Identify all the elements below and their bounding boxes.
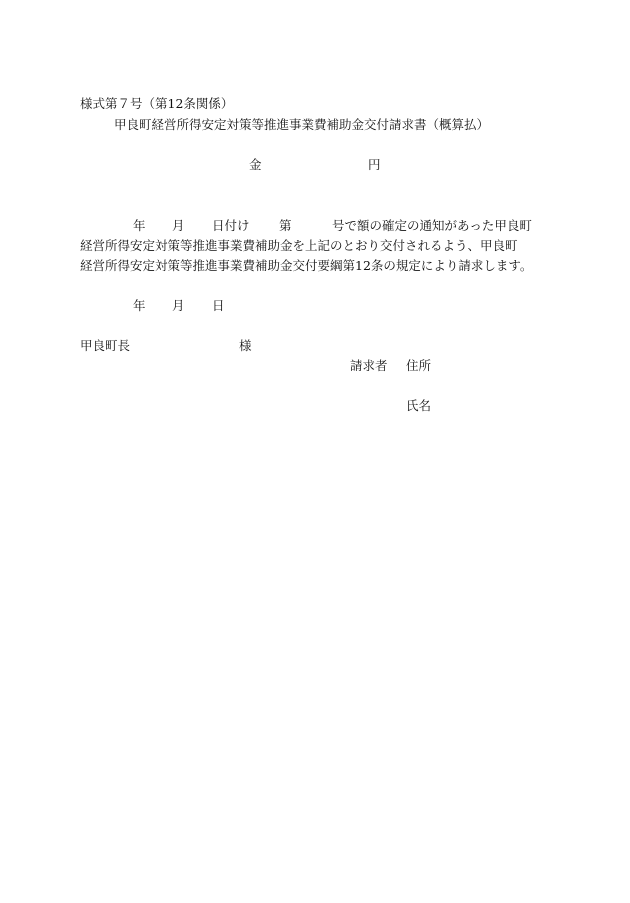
form-number-header: 様式第７号（第12条関係）: [80, 96, 234, 111]
addressee-name: 甲良町長: [80, 338, 131, 353]
date-year-label: 年: [133, 298, 146, 313]
date-day-label: 日: [212, 298, 225, 313]
notice-year-label: 年: [133, 218, 146, 233]
claimant-name-label: 氏名: [406, 398, 432, 413]
notice-dai-label: 第: [279, 218, 292, 233]
date-month-label: 月: [172, 298, 185, 313]
notice-dated-label: 日付け: [212, 218, 250, 233]
claimant-label: 請求者: [350, 358, 388, 373]
notice-month-label: 月: [172, 218, 185, 233]
notice-line-2: 経営所得安定対策等推進事業費補助金を上記のとおり交付されるよう、甲良町: [80, 238, 518, 253]
amount-prefix: 金: [249, 157, 262, 172]
notice-line-3: 経営所得安定対策等推進事業費補助金交付要綱第12条の規定により請求します。: [80, 258, 533, 273]
addressee-honorific: 様: [239, 338, 252, 353]
form-title: 甲良町経営所得安定対策等推進事業費補助金交付請求書（概算払）: [114, 117, 490, 132]
notice-text: 号で額の確定の通知があった甲良町: [332, 218, 532, 233]
amount-unit: 円: [368, 157, 381, 172]
claimant-address-label: 住所: [406, 358, 432, 373]
